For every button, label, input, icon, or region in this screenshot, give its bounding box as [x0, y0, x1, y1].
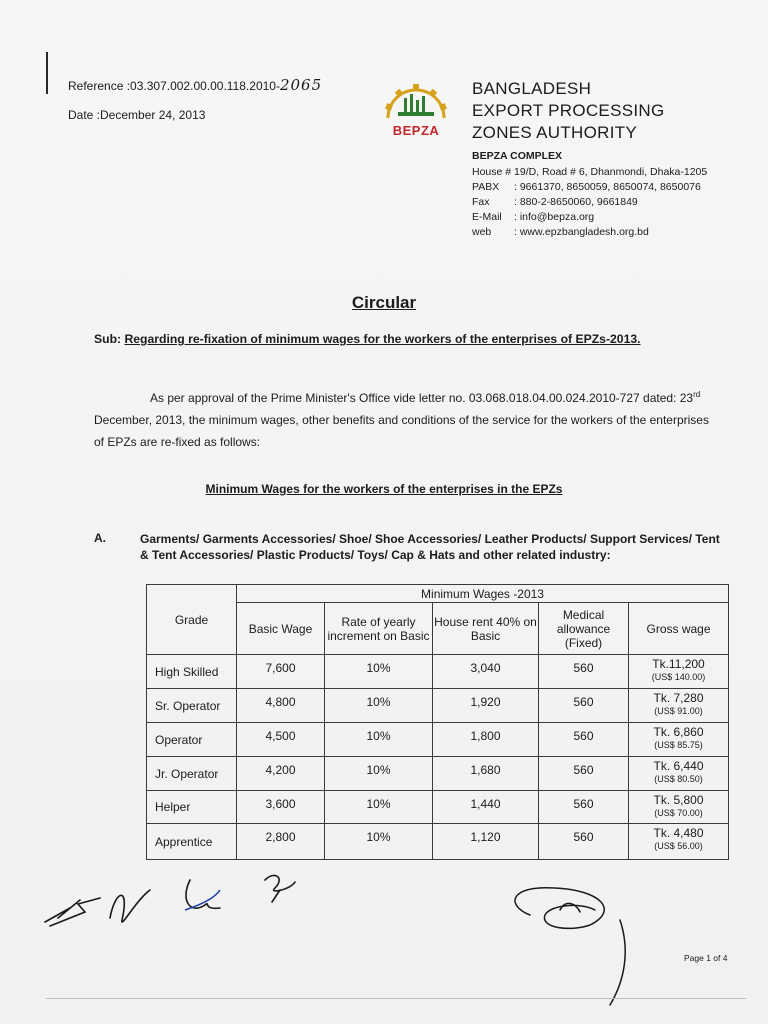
cell-medical: 560: [539, 824, 629, 860]
cell-basic: 4,800: [237, 689, 325, 723]
cell-gross: [629, 723, 729, 757]
header-grade: Grade: [147, 585, 237, 655]
fax-row: [472, 195, 707, 210]
cell-grade: Sr. Operator: [147, 689, 237, 723]
subject-line: [94, 332, 641, 346]
cell-medical: 560: [539, 757, 629, 791]
page-number: Page 1 of 4: [684, 953, 728, 963]
cell-increment: 10%: [325, 757, 433, 791]
subject-text: Regarding re-fixation of minimum wages for the workers of the enterprises of EPZs-2013.: [124, 332, 641, 346]
date-label: Date :: [68, 108, 101, 122]
gross-usd: (US$ 70.00): [654, 808, 703, 818]
gross-usd: (US$ 140.00): [651, 672, 706, 682]
cell-gross: [629, 655, 729, 689]
cell-increment: 10%: [325, 689, 433, 723]
gross-tk: Tk. 6,440: [653, 759, 704, 773]
cell-house-rent: 1,920: [433, 689, 539, 723]
gross-usd: (US$ 56.00): [654, 841, 703, 851]
cell-house-rent: 1,800: [433, 723, 539, 757]
item-a-text: Garments/ Garments Accessories/ Shoe/ Shoe Accessories/ Leather Products/ Support Services/ Tent & Tent Accessories/ Plastic Products/ Toys/ Cap & Hats and other related industry:: [140, 532, 720, 562]
header-group: Minimum Wages -2013: [237, 585, 729, 603]
gear-factory-icon: [376, 76, 456, 124]
cell-basic: 3,600: [237, 791, 325, 824]
email-label: E-Mail: [472, 211, 502, 223]
gross-usd: (US$ 80.50): [654, 774, 703, 784]
logo-text: BEPZA: [392, 123, 440, 138]
cell-increment: 10%: [325, 791, 433, 824]
web-row: [472, 225, 707, 240]
email-row: [472, 210, 707, 225]
cell-grade: Apprentice: [147, 824, 237, 860]
pabx-label: PABX: [472, 181, 500, 193]
cell-gross: [629, 757, 729, 791]
subject-prefix: Sub:: [94, 332, 125, 346]
cell-medical: 560: [539, 723, 629, 757]
cell-gross: [629, 824, 729, 860]
cell-medical: 560: [539, 689, 629, 723]
cell-house-rent: 3,040: [433, 655, 539, 689]
pabx-value: : 9661370, 8650059, 8650074, 8650076: [514, 181, 701, 193]
header-medical: Medical allowance (Fixed): [539, 603, 629, 655]
cell-grade: High Skilled: [147, 655, 237, 689]
web-label: web: [472, 226, 492, 238]
para-part2: December, 2013, the minimum wages, other benefits and conditions of the service for the workers of the enterprises of EPZs are re-fixed as follows:: [94, 413, 709, 449]
header-gross: Gross wage: [629, 603, 729, 655]
gross-tk: Tk. 7,280: [653, 691, 704, 705]
cell-gross: [629, 791, 729, 824]
circular-title: Circular: [351, 293, 417, 312]
date-value: December 24, 2013: [100, 108, 206, 122]
reference-line: [68, 76, 322, 94]
para-sup: rd: [693, 390, 701, 399]
table-row: [147, 757, 729, 791]
signature-right: [500, 880, 640, 1010]
table-row: [147, 655, 729, 689]
org-address-block: [472, 165, 707, 240]
cell-increment: 10%: [325, 824, 433, 860]
body-paragraph: [94, 384, 710, 453]
bepza-logo: [376, 76, 456, 138]
cell-house-rent: 1,680: [433, 757, 539, 791]
org-address: House # 19/D, Road # 6, Dhanmondi, Dhaka-1205: [472, 166, 708, 178]
gross-tk: Tk. 4,480: [653, 826, 704, 840]
web-value: : www.epzbangladesh.org.bd: [514, 226, 649, 238]
pabx-row: [472, 180, 707, 195]
cell-basic: 7,600: [237, 655, 325, 689]
fax-label: Fax: [472, 196, 490, 208]
cell-house-rent: 1,440: [433, 791, 539, 824]
email-value: : info@bepza.org: [514, 211, 595, 223]
fax-value: : 880-2-8650060, 9661849: [514, 196, 638, 208]
header-house-rent: House rent 40% on Basic: [433, 603, 539, 655]
reference-number: 03.307.002.00.00.118.2010-: [130, 79, 280, 93]
margin-mark: [46, 52, 48, 94]
org-name-line2: EXPORT PROCESSING: [472, 101, 665, 120]
organization-name: [472, 78, 664, 144]
para-part1: As per approval of the Prime Minister's Office vide letter no. 03.068.018.04.00.024.2010-727 dated: 23: [150, 391, 694, 405]
org-name-line1: BANGLADESH: [472, 79, 592, 98]
table-row: [147, 689, 729, 723]
header-basic: Basic Wage: [237, 603, 325, 655]
signatures-left: [40, 860, 340, 940]
cell-medical: 560: [539, 791, 629, 824]
cell-grade: Helper: [147, 791, 237, 824]
reference-label: Reference :: [68, 79, 131, 93]
cell-basic: 2,800: [237, 824, 325, 860]
gross-tk: Tk. 6,860: [653, 725, 704, 739]
cell-medical: 560: [539, 655, 629, 689]
reference-handwritten: 2065: [279, 76, 323, 94]
gross-usd: (US$ 85.75): [654, 740, 703, 750]
cell-grade: Operator: [147, 723, 237, 757]
minimum-wages-table: [146, 584, 729, 860]
cell-increment: 10%: [325, 655, 433, 689]
gross-tk: Tk. 5,800: [653, 793, 704, 807]
cell-increment: 10%: [325, 723, 433, 757]
cell-basic: 4,500: [237, 723, 325, 757]
date-line: [68, 108, 205, 122]
bottom-rule: [46, 998, 746, 999]
gross-tk: Tk.11,200: [652, 657, 705, 671]
table-row: [147, 723, 729, 757]
gross-usd: (US$ 91.00): [654, 706, 703, 716]
cell-grade: Jr. Operator: [147, 757, 237, 791]
cell-house-rent: 1,120: [433, 824, 539, 860]
item-a-label: A.: [94, 531, 106, 545]
org-complex: BEPZA COMPLEX: [472, 150, 563, 162]
org-name-line3: ZONES AUTHORITY: [472, 123, 638, 142]
table-row: [147, 791, 729, 824]
cell-gross: [629, 689, 729, 723]
section-title: Minimum Wages for the workers of the enterprises in the EPZs: [205, 482, 563, 496]
cell-basic: 4,200: [237, 757, 325, 791]
table-row: [147, 824, 729, 860]
header-increment: Rate of yearly increment on Basic: [325, 603, 433, 655]
